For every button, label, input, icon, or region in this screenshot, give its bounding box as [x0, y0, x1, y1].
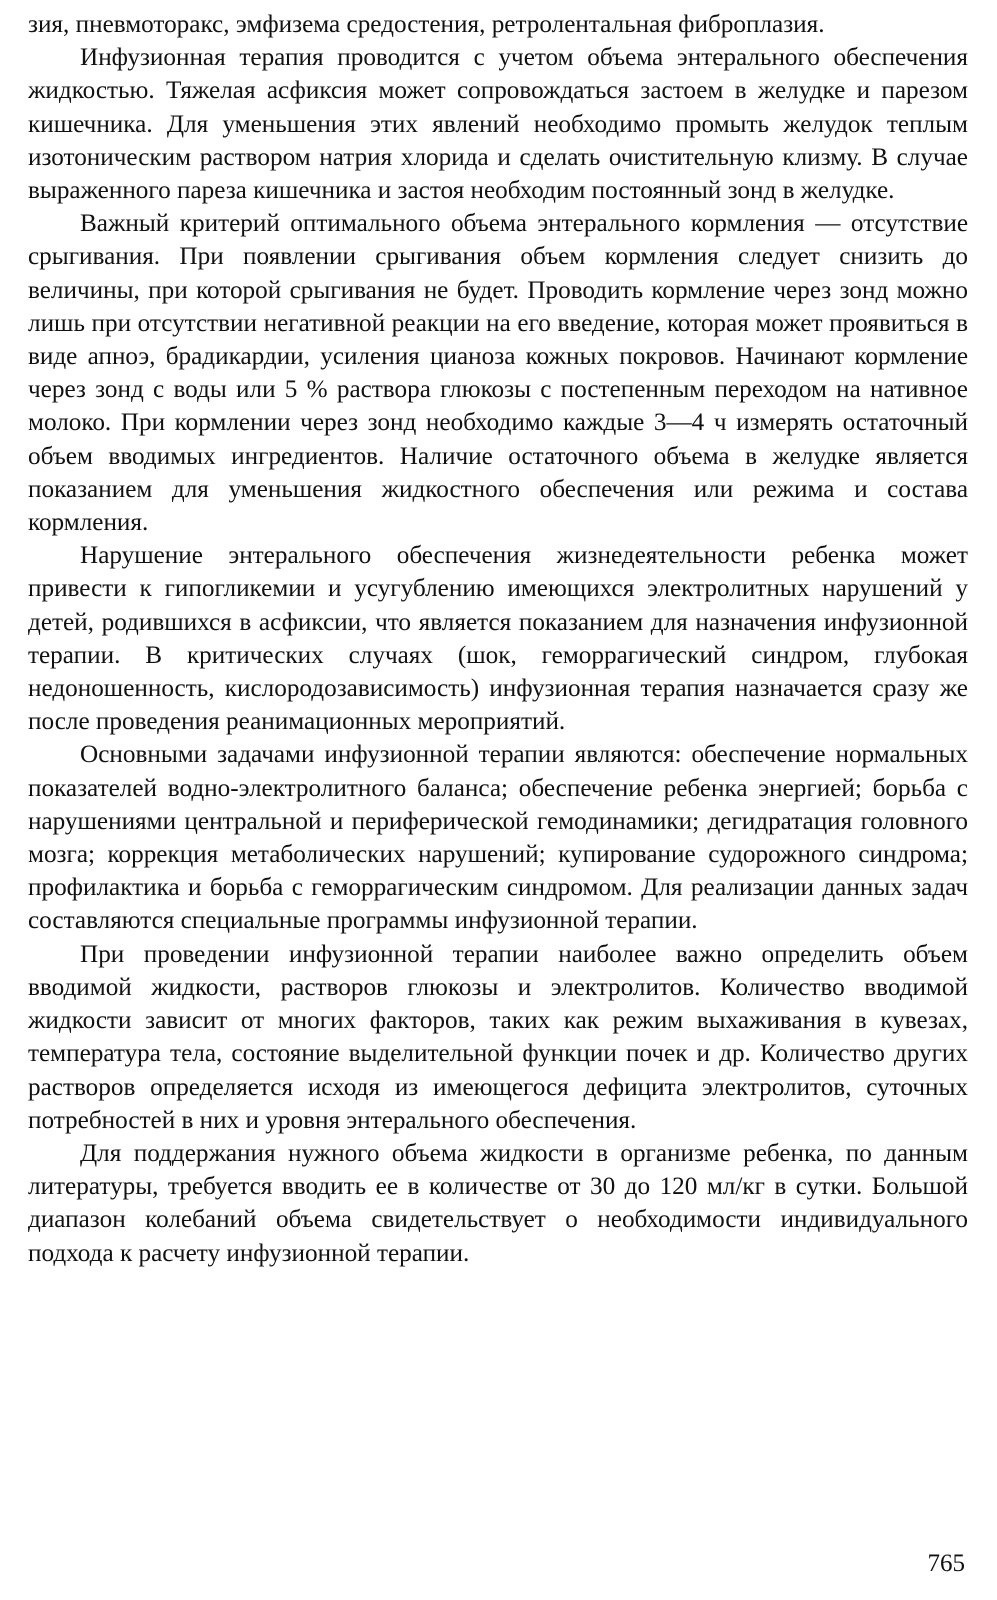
paragraph-continuation: зия, пневмоторакс, эмфизема средостения, ретролентальная фиброплазия. — [28, 11, 825, 38]
paragraph-fluid-volume: При проведении инфузионной терапии наиболее важно определить объем вводимой жидкости, растворов глюкозы и электролитов. Количество вводимой жидкости зависит от многих факторов, таких как режим выхаживания в кувезах, температура тела, состояние выделительной функции почек и др. Количество других растворов определяется исходя из имеющегося дефицита электролитов, суточных потребностей в них и уровня энтерального обеспечения. — [28, 940, 968, 1134]
page-number: 765 — [927, 1550, 965, 1577]
paragraph-infusion-therapy: Инфузионная терапия проводится с учетом объема энтерального обеспечения жидкостью. Тяжелая асфиксия может сопровождаться застоем в желудке и парезом кишечника. Для уменьшения этих явлений необходимо промыть желудок теплым изотоническим раствором натрия хлорида и сделать очистительную клизму. В случае выраженного пареза кишечника и застоя необходим постоянный зонд в желудке. — [28, 44, 968, 205]
page-body — [28, 8, 968, 1270]
paragraph-enteral-disorder: Нарушение энтерального обеспечения жизнедеятельности ребенка может привести к гипогликемии и усугублению имеющихся электролитных нарушений у детей, родившихся в асфиксии, что является показанием для назначения инфузионной терапии. В критических случаях (шок, геморрагический синдром, глубокая недоношенность, кислородозависимость) инфузионная терапия назначается сразу же после проведения реанимационных мероприятий. — [28, 542, 968, 736]
paragraph-therapy-tasks: Основными задачами инфузионной терапии являются: обеспечение нормальных показателей водно-электролитного баланса; обеспечение ребенка энергией; борьба с нарушениями центральной и периферической гемодинамики; дегидратация головного мозга; коррекция метаболических нарушений; купирование судорожного синдрома; профилактика и борьба с геморрагическим синдромом. Для реализации данных задач составляются специальные программы инфузионной терапии. — [28, 741, 968, 935]
paragraph-feeding-criterion: Важный критерий оптимального объема энтерального кормления — отсутствие срыгивания. При появлении срыгивания объем кормления следует снизить до величины, при которой срыгивания не будет. Проводить кормление через зонд можно лишь при отсутствии негативной реакции на его введение, которая может проявиться в виде апноэ, брадикардии, усиления цианоза кожных покровов. Начинают кормление через зонд с воды или 5 % раствора глюкозы с постепенным переходом на нативное молоко. При кормлении через зонд необходимо каждые 3—4 ч измерять остаточный объем вводимых ингредиентов. Наличие остаточного объема в желудке является показанием для уменьшения жидкостного обеспечения или режима и состава кормления. — [28, 210, 968, 537]
paragraph-fluid-requirement: Для поддержания нужного объема жидкости в организме ребенка, по данным литературы, требуется вводить ее в количестве от 30 до 120 мл/кг в сутки. Большой диапазон колебаний объема свидетельствует о необходимости индивидуального подхода к расчету инфузионной терапии. — [28, 1139, 968, 1267]
